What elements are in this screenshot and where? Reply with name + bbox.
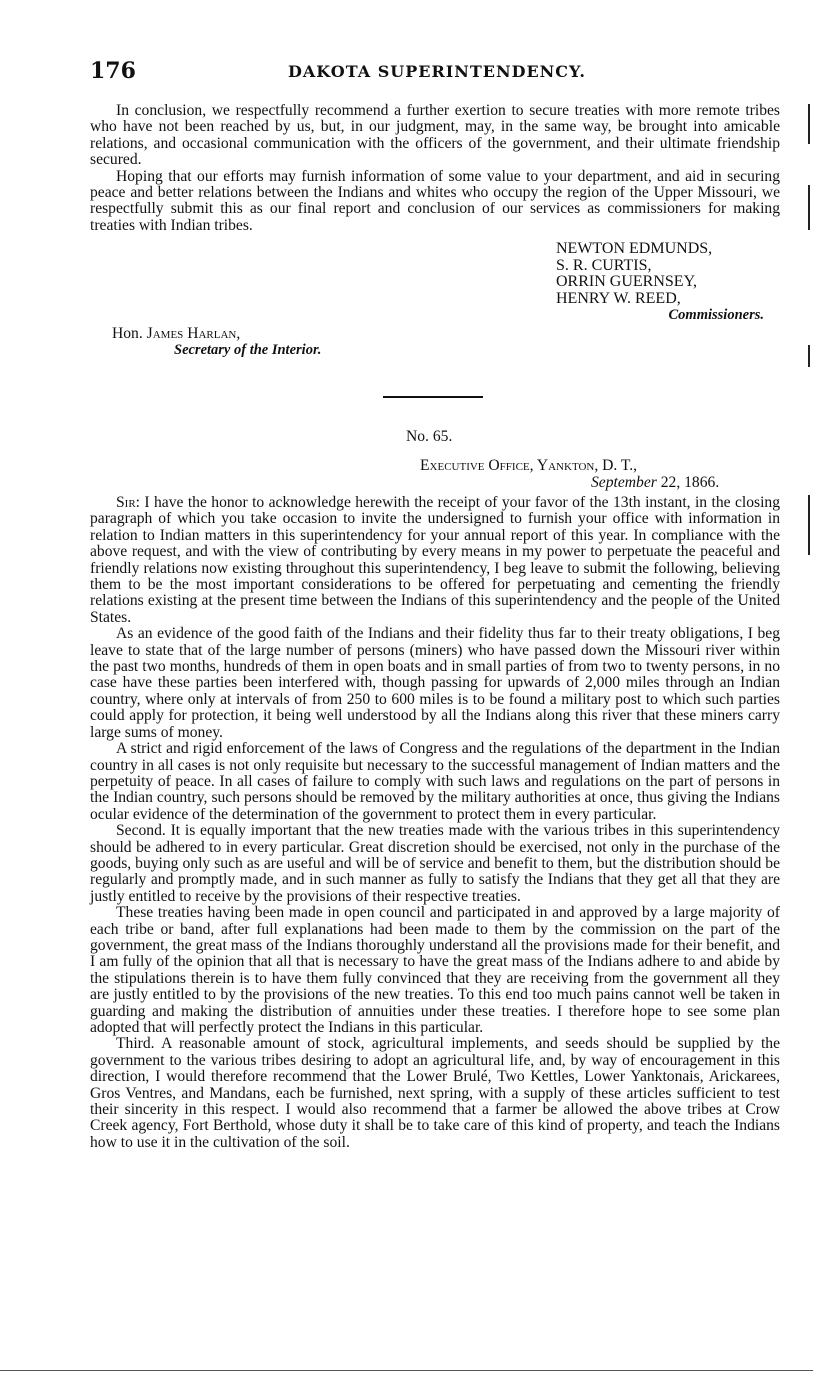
addressee-title: Secretary of the Interior.: [174, 342, 322, 358]
paragraph: A strict and rigid enforcement of the laws of Congress and the regulations of the department in the Indian country in all cases is not only requisite but necessary to the successful management of Indian matters and the perpetuity of peace. In all cases of failure to comply with such laws and regulations on the part of persons in the Indian country, such persons should be removed by the military authorities at once, thus giving the Indians ocular evidence of the determination of the government to protect them in every particular.: [90, 740, 780, 823]
scan-bottom-edge: [0, 1370, 813, 1371]
document-number: No. 65.: [406, 428, 453, 445]
paragraph: As an evidence of the good faith of the Indians and their fidelity thus far to their treaty obligations, I beg leave to state that of the large number of persons (miners) who have passed down the Missouri river within the past two months, hundreds of them in open boats and in small parties of from two to twenty persons, in no case have these parties been interfered with, though passing for upwards of 2,000 miles through an Indian country, where only at intervals of from 250 to 600 miles is to be found a military post to which such parties could apply for protection, it being well understood by all the Indians along this river that these miners carry large sums of money.: [90, 625, 780, 741]
section-divider: [383, 396, 483, 398]
signatory-name: ORRIN GUERNSEY,: [556, 273, 698, 290]
letter-date: [591, 474, 719, 492]
paragraph: Hoping that our efforts may furnish information of some value to your department, and aid in securing peace and better relations between the Indians and whites who occupy the region of the Upper Missouri, we respectfully submit this as our final report and conclusion of our services as commissioners for making treaties with Indian tribes.: [90, 167, 780, 234]
paragraph-text: I have the honor to acknowledge herewith the receipt of your favor of the 13th instant, in the closing paragraph of which you take occasion to invite the undersigned to furnish your office with information in relation to Indian matters in this superintendency for your annual report of this year. In compliance with the above request, and with the view of contributing by every means in my power to perpetuate the peaceful and friendly relations now existing throughout this superintendency, I beg leave to submit the following, believing them to be the most important considerations to be offered for perpetuating and cementing the friendly relations existing at the present time between the Indians of this superintendency and the people of the United States.: [90, 494, 780, 626]
scan-margin-mark: [808, 495, 810, 555]
signatory-role: Commissioners.: [668, 307, 764, 323]
paragraph: Second. It is equally important that the new treaties made with the various tribes in this superintendency should be adhered to in every particular. Great discretion should be exercised, not only in the purchase of the goods, buying only such as are useful and will be of service and benefit to them, but the distribution should be regularly and promptly made, and in such manner as fully to satisfy the Indians that they get all that they are justly entitled to receive by the provisions of their respective treaties.: [90, 822, 780, 905]
intro-section: [90, 103, 780, 234]
paragraph: In conclusion, we respectfully recommend a further exertion to secure treaties with more remote tribes who have not been reached by us, but, in our judgment, may, in the same way, be brought into amicable relations, and occasional communication with the officers of the government, and their ultimate friendship secured.: [90, 102, 780, 169]
paragraph: Third. A reasonable amount of stock, agricultural implements, and seeds should be supplied by the government to the various tribes desiring to adopt an agricultural life, and, by way of encouragement in this direction, I would therefore recommend that the Lower Brulé, Two Kettles, Lower Yanktonais, Arickarees, Gros Ventres, and Mandans, each be furnished, next spring, with a supply of these articles sufficient to test their sincerity in this respect. I would also recommend that a farmer be allowed the above tribes at Crow Creek agency, Fort Berthold, whose duty it shall be to take care of this kind of property, and teach the Indians how to use it in the cultivation of the soil.: [90, 1035, 780, 1151]
date-rest: 22, 1866.: [660, 474, 720, 491]
paragraph-first: [90, 495, 780, 626]
date-month: September: [591, 474, 657, 491]
salutation: Sir:: [116, 494, 141, 511]
signatory-name: HENRY W. REED,: [556, 289, 681, 307]
signatory-name: NEWTON EDMUNDS,: [556, 240, 713, 257]
page-number: 176: [90, 58, 136, 84]
addressee-prefix: Hon.: [112, 325, 143, 342]
scan-margin-mark: [808, 104, 810, 144]
scan-margin-mark: [808, 185, 810, 230]
addressee-block: [112, 325, 321, 359]
letter-body: [90, 495, 780, 1151]
scan-margin-mark: [808, 345, 810, 367]
paragraph: These treaties having been made in open council and participated in and approved by a large majority of each tribe or band, after full explanations had been made to them by the commission on the part of the government, the great mass of the Indians thoroughly understand all the provisions made for their benefit, and I am fully of the opinion that all that is necessary to have the great mass of the Indians adhere to and abide by the stipulations therein is to have them fully convinced that they are receiving from the government all they are justly entitled to by the provisions of the new treaties. To this end too much pains cannot well be taken in guarding and making the distribution of annuities under these treaties. I therefore hope to see some plan adopted that will perfectly protect the Indians in this particular.: [90, 904, 780, 1036]
signatory-name: S. R. CURTIS,: [556, 256, 652, 274]
running-head: DAKOTA SUPERINTENDENCY.: [288, 62, 586, 81]
page-header: [90, 58, 780, 88]
signature-block: [556, 241, 764, 324]
addressee-name: James Harlan,: [146, 325, 241, 342]
dateline: Executive Office, Yankton, D. T.,: [420, 457, 638, 474]
